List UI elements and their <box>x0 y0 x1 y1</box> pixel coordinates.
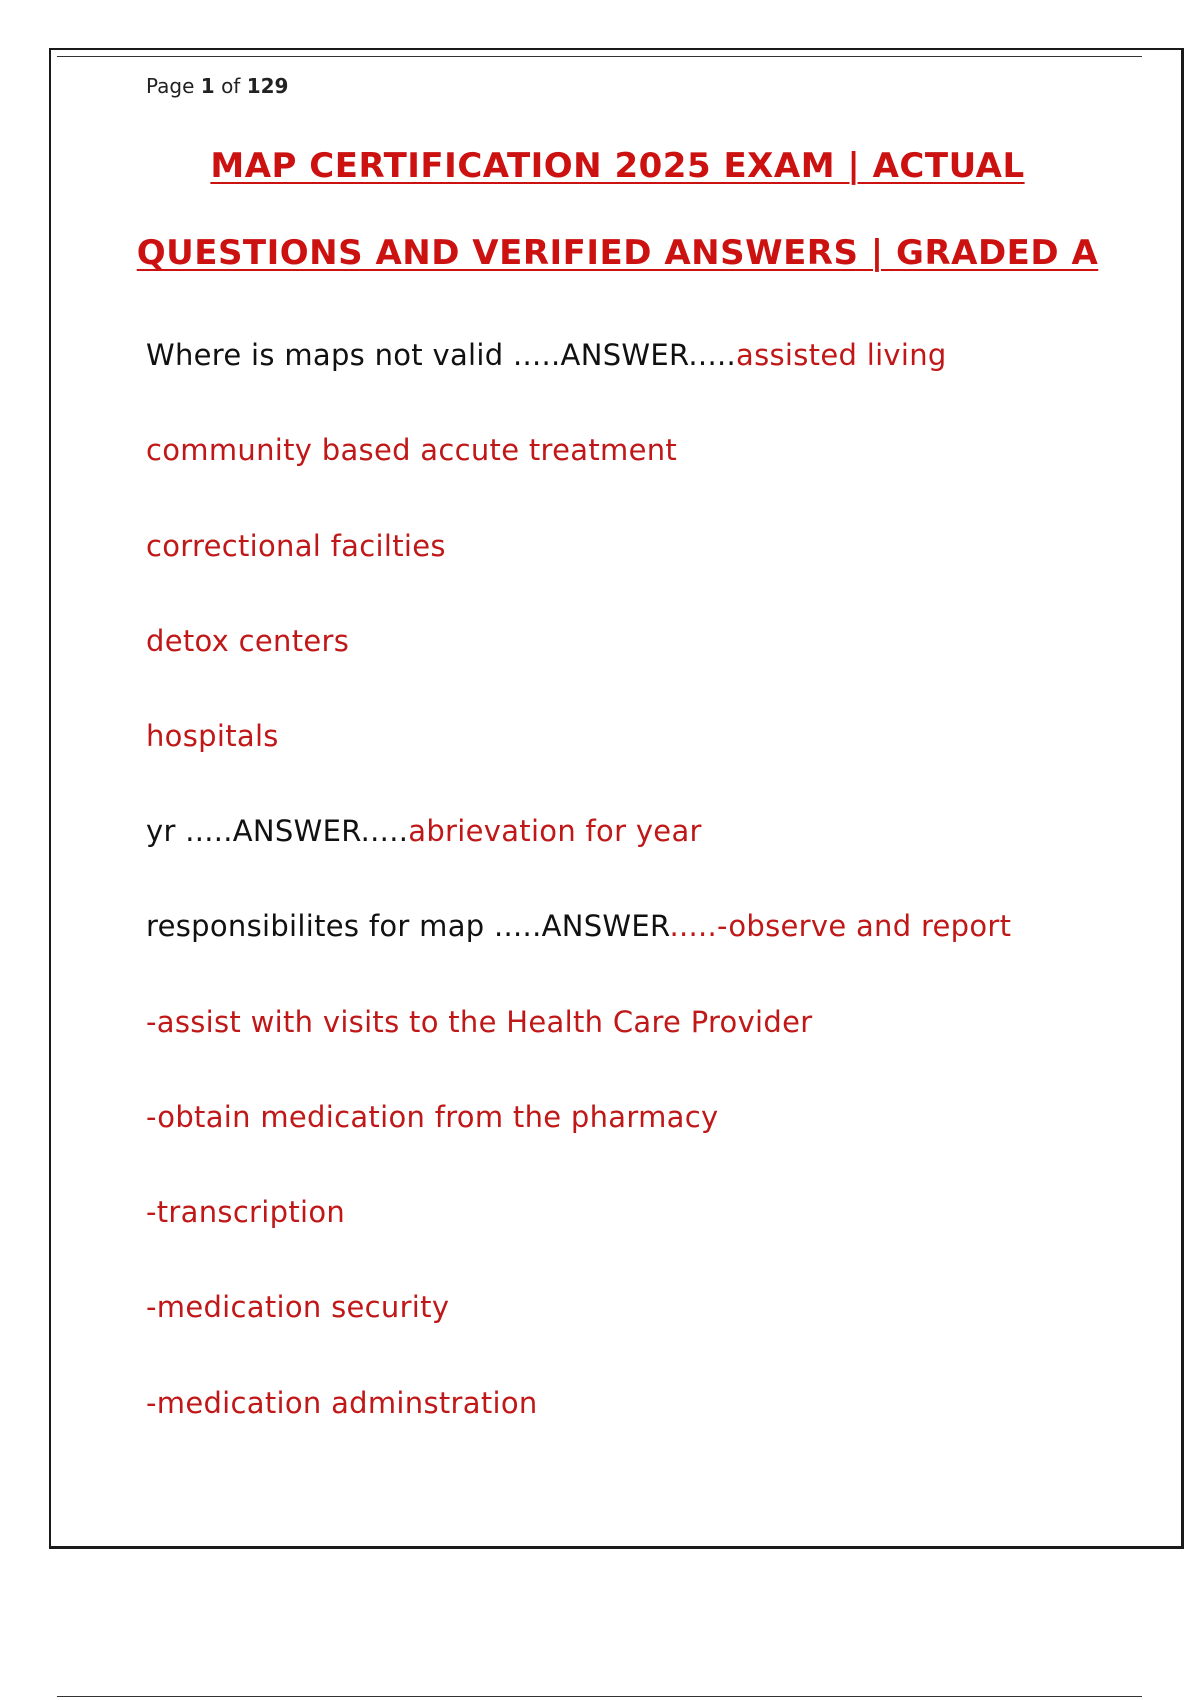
qa-line <box>146 338 947 372</box>
page-total: 129 <box>246 74 289 98</box>
answer-text: -medication adminstration <box>146 1386 538 1420</box>
answer-text: -medication security <box>146 1290 450 1324</box>
title-line-1: MAP CERTIFICATION 2025 EXAM | ACTUAL <box>210 146 1025 186</box>
qa-line <box>146 814 702 848</box>
answer-text: assisted living <box>736 338 947 372</box>
answer-text: .....-observe and report <box>669 909 1012 943</box>
question-text: yr .....ANSWER..... <box>146 814 409 848</box>
page-of: of <box>221 74 241 98</box>
page-prefix: Page <box>146 74 195 98</box>
answer-text: -transcription <box>146 1195 346 1229</box>
qa-line <box>146 1195 345 1229</box>
qa-line <box>146 1290 449 1324</box>
answer-text: hospitals <box>146 719 279 753</box>
qa-line <box>146 1100 718 1134</box>
qa-line <box>146 909 1011 943</box>
qa-line <box>146 1386 538 1420</box>
question-text: Where is maps not valid .....ANSWER..... <box>146 338 737 372</box>
bottom-rule <box>57 1696 1142 1697</box>
qa-line <box>146 529 446 563</box>
page-current: 1 <box>200 74 215 98</box>
answer-text: abrievation for year <box>408 814 702 848</box>
answer-text: -obtain medication from the pharmacy <box>146 1100 719 1134</box>
qa-line <box>146 624 349 658</box>
page-number <box>146 74 288 98</box>
title-line-2: QUESTIONS AND VERIFIED ANSWERS | GRADED A <box>136 233 1099 273</box>
answer-text: detox centers <box>146 624 350 658</box>
qa-line <box>146 433 677 467</box>
answer-text: -assist with visits to the Health Care Provider <box>146 1005 813 1039</box>
qa-line <box>146 1005 813 1039</box>
answer-text: correctional facilties <box>146 529 446 563</box>
qa-line <box>146 719 279 753</box>
question-text: responsibilites for map .....ANSWER <box>146 909 670 943</box>
answer-text: community based accute treatment <box>146 433 678 467</box>
